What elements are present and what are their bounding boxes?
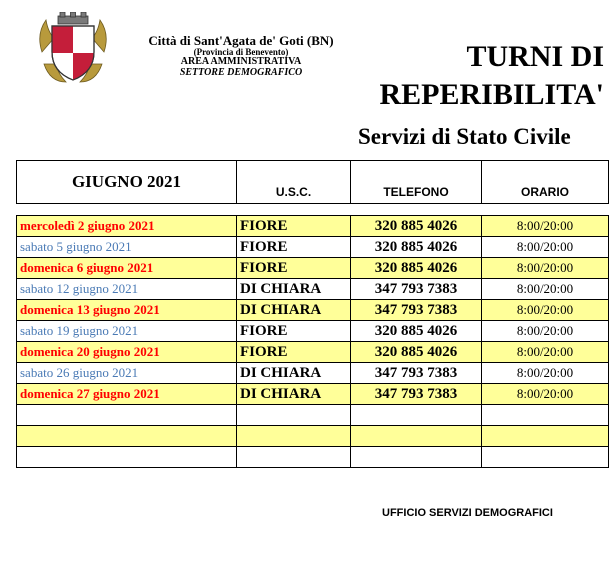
date-cell: domenica 6 giugno 2021	[17, 258, 237, 279]
date-cell: sabato 12 giugno 2021	[17, 279, 237, 300]
table-row	[17, 216, 609, 237]
date-cell: sabato 5 giugno 2021	[17, 237, 237, 258]
province-name: (Provincia di Benevento)	[193, 46, 289, 57]
usc-cell: DI CHIARA	[237, 300, 351, 321]
hours-cell: 8:00/20:00	[482, 384, 609, 405]
phone-cell: 320 885 4026	[351, 216, 482, 237]
phone-cell: 347 793 7383	[351, 279, 482, 300]
usc-cell: DI CHIARA	[237, 279, 351, 300]
hours-cell: 8:00/20:00	[482, 300, 609, 321]
table-row	[17, 321, 609, 342]
usc-cell: DI CHIARA	[237, 363, 351, 384]
empty-row	[17, 426, 609, 447]
schedule-table	[16, 160, 609, 468]
usc-cell: FIORE	[237, 258, 351, 279]
phone-cell: 347 793 7383	[351, 300, 482, 321]
table-row	[17, 300, 609, 321]
title-line-1: TURNI DI	[466, 40, 604, 73]
table-row	[17, 384, 609, 405]
page-title	[344, 38, 604, 114]
usc-cell: FIORE	[237, 342, 351, 363]
area-name: AREA AMMINISTRATIVA	[180, 56, 302, 68]
hours-cell: 8:00/20:00	[482, 321, 609, 342]
usc-cell: FIORE	[237, 321, 351, 342]
phone-cell: 347 793 7383	[351, 363, 482, 384]
table-row	[17, 258, 609, 279]
hours-cell: 8:00/20:00	[482, 342, 609, 363]
coat-of-arms-icon	[36, 12, 110, 86]
hours-cell: 8:00/20:00	[482, 258, 609, 279]
city-name: Città di Sant'Agata de' Goti (BN)	[148, 33, 334, 48]
table-header-row	[17, 161, 609, 204]
usc-cell: FIORE	[237, 216, 351, 237]
date-cell: sabato 19 giugno 2021	[17, 321, 237, 342]
orario-header: ORARIO	[482, 161, 609, 204]
sector-name: SETTORE DEMOGRAFICO	[179, 66, 303, 78]
phone-cell: 320 885 4026	[351, 321, 482, 342]
empty-row	[17, 405, 609, 426]
table-row	[17, 237, 609, 258]
table-row	[17, 363, 609, 384]
month-header: GIUGNO 2021	[17, 161, 237, 204]
table-row	[17, 342, 609, 363]
telefono-header: TELEFONO	[351, 161, 482, 204]
table-row	[17, 279, 609, 300]
office-footer: UFFICIO SERVIZI DEMOGRAFICI	[382, 507, 553, 519]
spacer-row	[17, 204, 609, 216]
usc-header: U.S.C.	[237, 161, 351, 204]
date-cell: domenica 20 giugno 2021	[17, 342, 237, 363]
usc-cell: FIORE	[237, 237, 351, 258]
title-line-2: REPERIBILITA'	[379, 78, 604, 111]
phone-cell: 320 885 4026	[351, 258, 482, 279]
municipality-header	[118, 34, 364, 78]
hours-cell: 8:00/20:00	[482, 363, 609, 384]
phone-cell: 320 885 4026	[351, 342, 482, 363]
empty-row	[17, 447, 609, 468]
hours-cell: 8:00/20:00	[482, 237, 609, 258]
phone-cell: 347 793 7383	[351, 384, 482, 405]
date-cell: mercoledì 2 giugno 2021	[17, 216, 237, 237]
date-cell: domenica 27 giugno 2021	[17, 384, 237, 405]
date-cell: domenica 13 giugno 2021	[17, 300, 237, 321]
hours-cell: 8:00/20:00	[482, 216, 609, 237]
hours-cell: 8:00/20:00	[482, 279, 609, 300]
phone-cell: 320 885 4026	[351, 237, 482, 258]
page-subtitle: Servizi di Stato Civile	[358, 124, 571, 149]
date-cell: sabato 26 giugno 2021	[17, 363, 237, 384]
usc-cell: DI CHIARA	[237, 384, 351, 405]
